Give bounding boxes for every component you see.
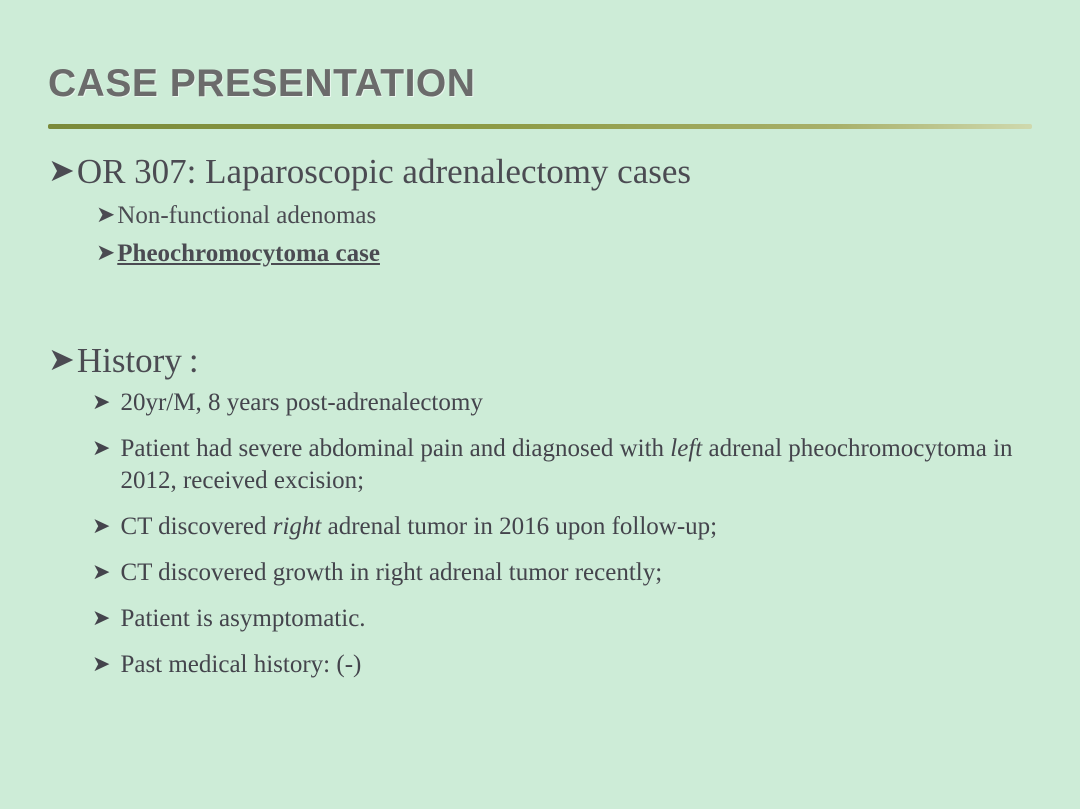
page-title: CASE PRESENTATION [48,62,476,105]
list-item [92,387,1048,419]
list-item-label: Past medical history: (-) [120,650,362,678]
section-spacer [48,277,1048,339]
arrow-bullet-icon: ➤ [96,240,116,266]
section-heading-text: OR 307: Laparoscopic adrenalectomy cases [76,152,692,191]
list-item-highlighted [96,238,1048,271]
list-item-label: CT discovered growth in right adrenal tumor recently; [120,558,663,586]
arrow-bullet-icon: ➤ [92,604,111,630]
arrow-bullet-icon: ➤ [92,434,111,460]
list-item-label: CT discovered right adrenal tumor in 2016 upon follow-up; [120,512,718,540]
section-heading-text: History : [76,340,199,380]
arrow-bullet-icon: ➤ [92,558,111,584]
list-item-label: 20yr/M, 8 years post-adrenalectomy [120,388,483,416]
title-divider [48,124,1032,129]
list-item [96,200,1048,233]
arrow-bullet-icon: ➤ [96,201,116,227]
arrow-bullet-icon: ➤ [92,512,111,538]
section-heading-or307 [48,150,1048,194]
slide-body [48,150,1048,695]
list-item [92,511,1048,543]
list-item-label: Non-functional adenomas [117,201,377,229]
list-item [92,603,1048,635]
list-item [92,649,1048,681]
list-item [92,433,1048,497]
arrow-bullet-icon: ➤ [92,388,111,414]
arrow-bullet-icon: ➤ [48,340,75,377]
list-item [92,557,1048,589]
arrow-bullet-icon: ➤ [92,650,111,676]
history-list [48,387,1048,681]
list-item-label: Pheochromocytoma case [117,240,380,268]
list-item-label: Patient had severe abdominal pain and diagnosed with left adrenal pheochromocytoma in 2012, received excision; [120,434,1013,494]
list-item-label: Patient is asymptomatic. [120,604,366,632]
section-heading-history [48,339,1048,383]
arrow-bullet-icon: ➤ [48,152,75,188]
